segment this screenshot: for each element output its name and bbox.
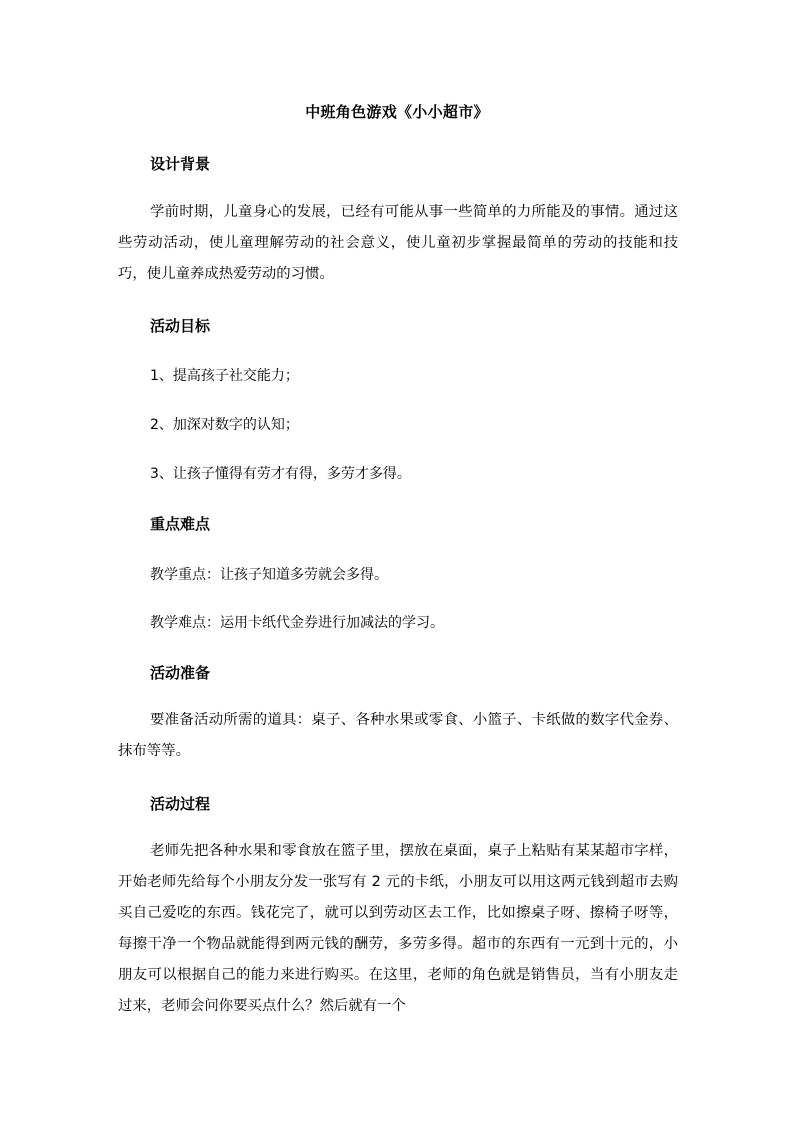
background-paragraph: 学前时期，儿童身心的发展，已经有可能从事一些简单的力所能及的事情。通过这些劳动活动，使儿童理解劳动的社会意义，使儿童初步掌握最简单的劳动的技能和技巧，使儿童养成热爱劳动的习惯。: [118, 204, 678, 282]
goal-item-1: 1、提高孩子社交能力；: [150, 368, 299, 384]
document-title: 中班角色游戏《小小超市》: [305, 103, 489, 121]
heading-background: 设计背景: [150, 155, 211, 173]
preparation-paragraph: 要准备活动所需的道具：桌子、各种水果或零食、小篮子、卡纸做的数字代金券、抹布等等。: [118, 712, 678, 759]
teaching-difficulty: 教学难点：运用卡纸代金券进行加减法的学习。: [150, 615, 444, 631]
teaching-focus: 教学重点：让孩子知道多劳就会多得。: [150, 567, 388, 583]
heading-goals: 活动目标: [150, 317, 211, 335]
heading-key-points: 重点难点: [150, 515, 211, 533]
heading-preparation: 活动准备: [150, 664, 211, 682]
goal-item-2: 2、加深对数字的认知；: [150, 417, 299, 433]
process-paragraph: 老师先把各种水果和零食放在篮子里，摆放在桌面，桌子上粘贴有某某超市字样，开始老师先给每个小朋友分发一张写有 2 元的卡纸，小朋友可以用这两元钱到超市去购买自己爱吃的东西。钱花完了，就可以到劳动区去工作，比如擦桌子呀、擦椅子呀等，每擦干净一个物品就能得到两元钱的酬劳，多劳多得。超市的东西有一元到十元的，小朋友可以根据自己的能力来进行购买。在这里，老师的角色就是销售员，当有小朋友走过来，老师会问你要买点什么？然后就有一个: [118, 843, 678, 1014]
heading-process: 活动过程: [150, 795, 211, 813]
goal-item-3: 3、让孩子懂得有劳才有得，多劳才多得。: [150, 466, 411, 482]
